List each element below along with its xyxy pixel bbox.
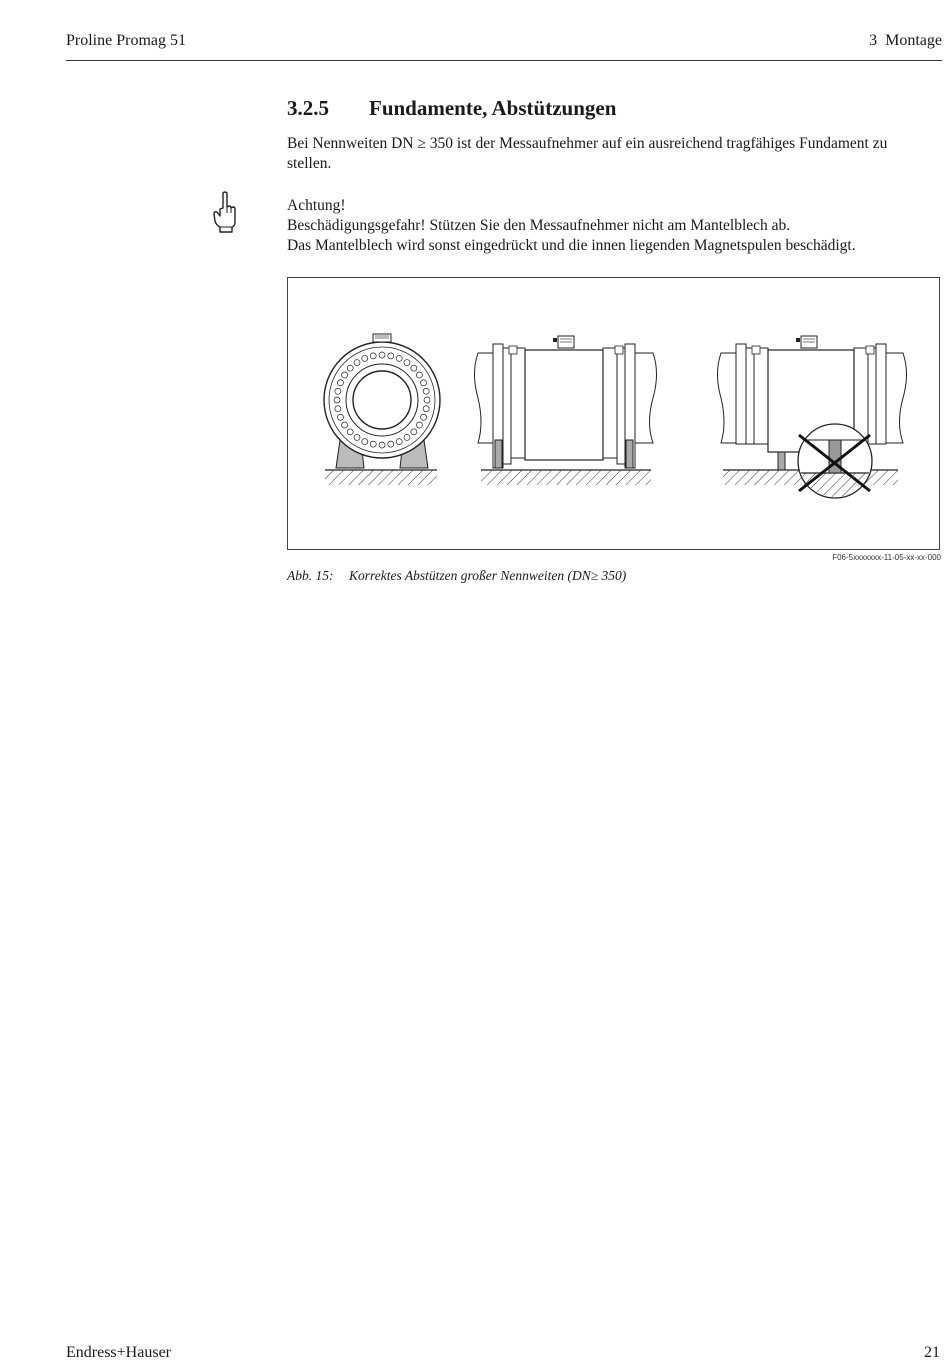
side-view-incorrect-drawing <box>718 336 907 503</box>
flange-bolt-hole <box>379 442 385 448</box>
flange-bolt-hole <box>334 397 340 403</box>
flange-bolt-hole <box>347 365 353 371</box>
front-view-drawing <box>324 334 440 485</box>
warning-title: Achtung! <box>287 197 346 214</box>
figure-caption-label: Abb. 15: <box>287 568 334 583</box>
hand-pointing-icon <box>212 190 238 234</box>
flange-bolt-hole <box>335 406 341 412</box>
flange-bolt-hole <box>423 388 429 394</box>
footer-company: Endress+Hauser <box>66 1344 171 1361</box>
warning-line-1: Beschädigungsgefahr! Stützen Sie den Messaufnehmer nicht am Mantelblech ab. <box>287 217 791 234</box>
flange-bolt-hole <box>342 422 348 428</box>
flange-bolt-hole <box>362 355 368 361</box>
flange-bolt-hole <box>411 429 417 435</box>
figure-code: F06-5xxxxxxx-11-05-xx-xx-000 <box>832 553 941 562</box>
figure-caption <box>287 568 626 584</box>
paragraph: Bei Nennweiten DN ≥ 350 ist der Messaufnehmer auf ein ausreichend tragfähiges Fundament zu stellen. <box>287 135 888 172</box>
header-chapter: 3 Montage <box>869 32 942 49</box>
header-rule <box>66 60 942 61</box>
flange-bolt-hole <box>337 380 343 386</box>
flange-bolt-hole <box>396 439 402 445</box>
figure-caption-text: Korrektes Abstützen großer Nennweiten (DN≥ 350) <box>349 568 627 583</box>
flange-bolt-hole <box>347 429 353 435</box>
flange-bolt-hole <box>416 422 422 428</box>
section-heading <box>287 96 616 121</box>
flange-bolt-hole <box>342 372 348 378</box>
flange-bolt-hole <box>416 372 422 378</box>
figure-drawing <box>288 278 941 551</box>
flange-bolt-hole <box>335 388 341 394</box>
flange-bolt-hole <box>388 441 394 447</box>
flange-bolt-hole <box>370 441 376 447</box>
flange-bolt-hole <box>354 360 360 366</box>
section-number: 3.2.5 <box>287 96 329 120</box>
flange-bolt-hole <box>404 434 410 440</box>
side-view-correct-drawing <box>475 336 657 485</box>
flange-bolt-hole <box>362 439 368 445</box>
page-number: 21 <box>924 1344 940 1361</box>
figure-frame <box>287 277 940 550</box>
warning-line-2: Das Mantelblech wird sonst eingedrückt und die innen liegenden Magnetspulen beschädigt. <box>287 237 856 254</box>
flange-bolt-hole <box>337 414 343 420</box>
header-product: Proline Promag 51 <box>66 32 186 49</box>
warning-block <box>287 196 927 256</box>
flange-bolt-hole <box>354 434 360 440</box>
flange-bolt-hole <box>411 365 417 371</box>
flange-bolt-hole <box>421 414 427 420</box>
flange-bolt-hole <box>424 397 430 403</box>
flange-bolt-hole <box>370 353 376 359</box>
flange-bolt-hole <box>423 406 429 412</box>
section-title: Fundamente, Abstützungen <box>369 96 617 120</box>
flange-bolt-hole <box>396 355 402 361</box>
flange-bolt-hole <box>404 360 410 366</box>
flange-bolt-hole <box>379 352 385 358</box>
flange-bolt-hole <box>388 353 394 359</box>
flange-bolt-hole <box>421 380 427 386</box>
